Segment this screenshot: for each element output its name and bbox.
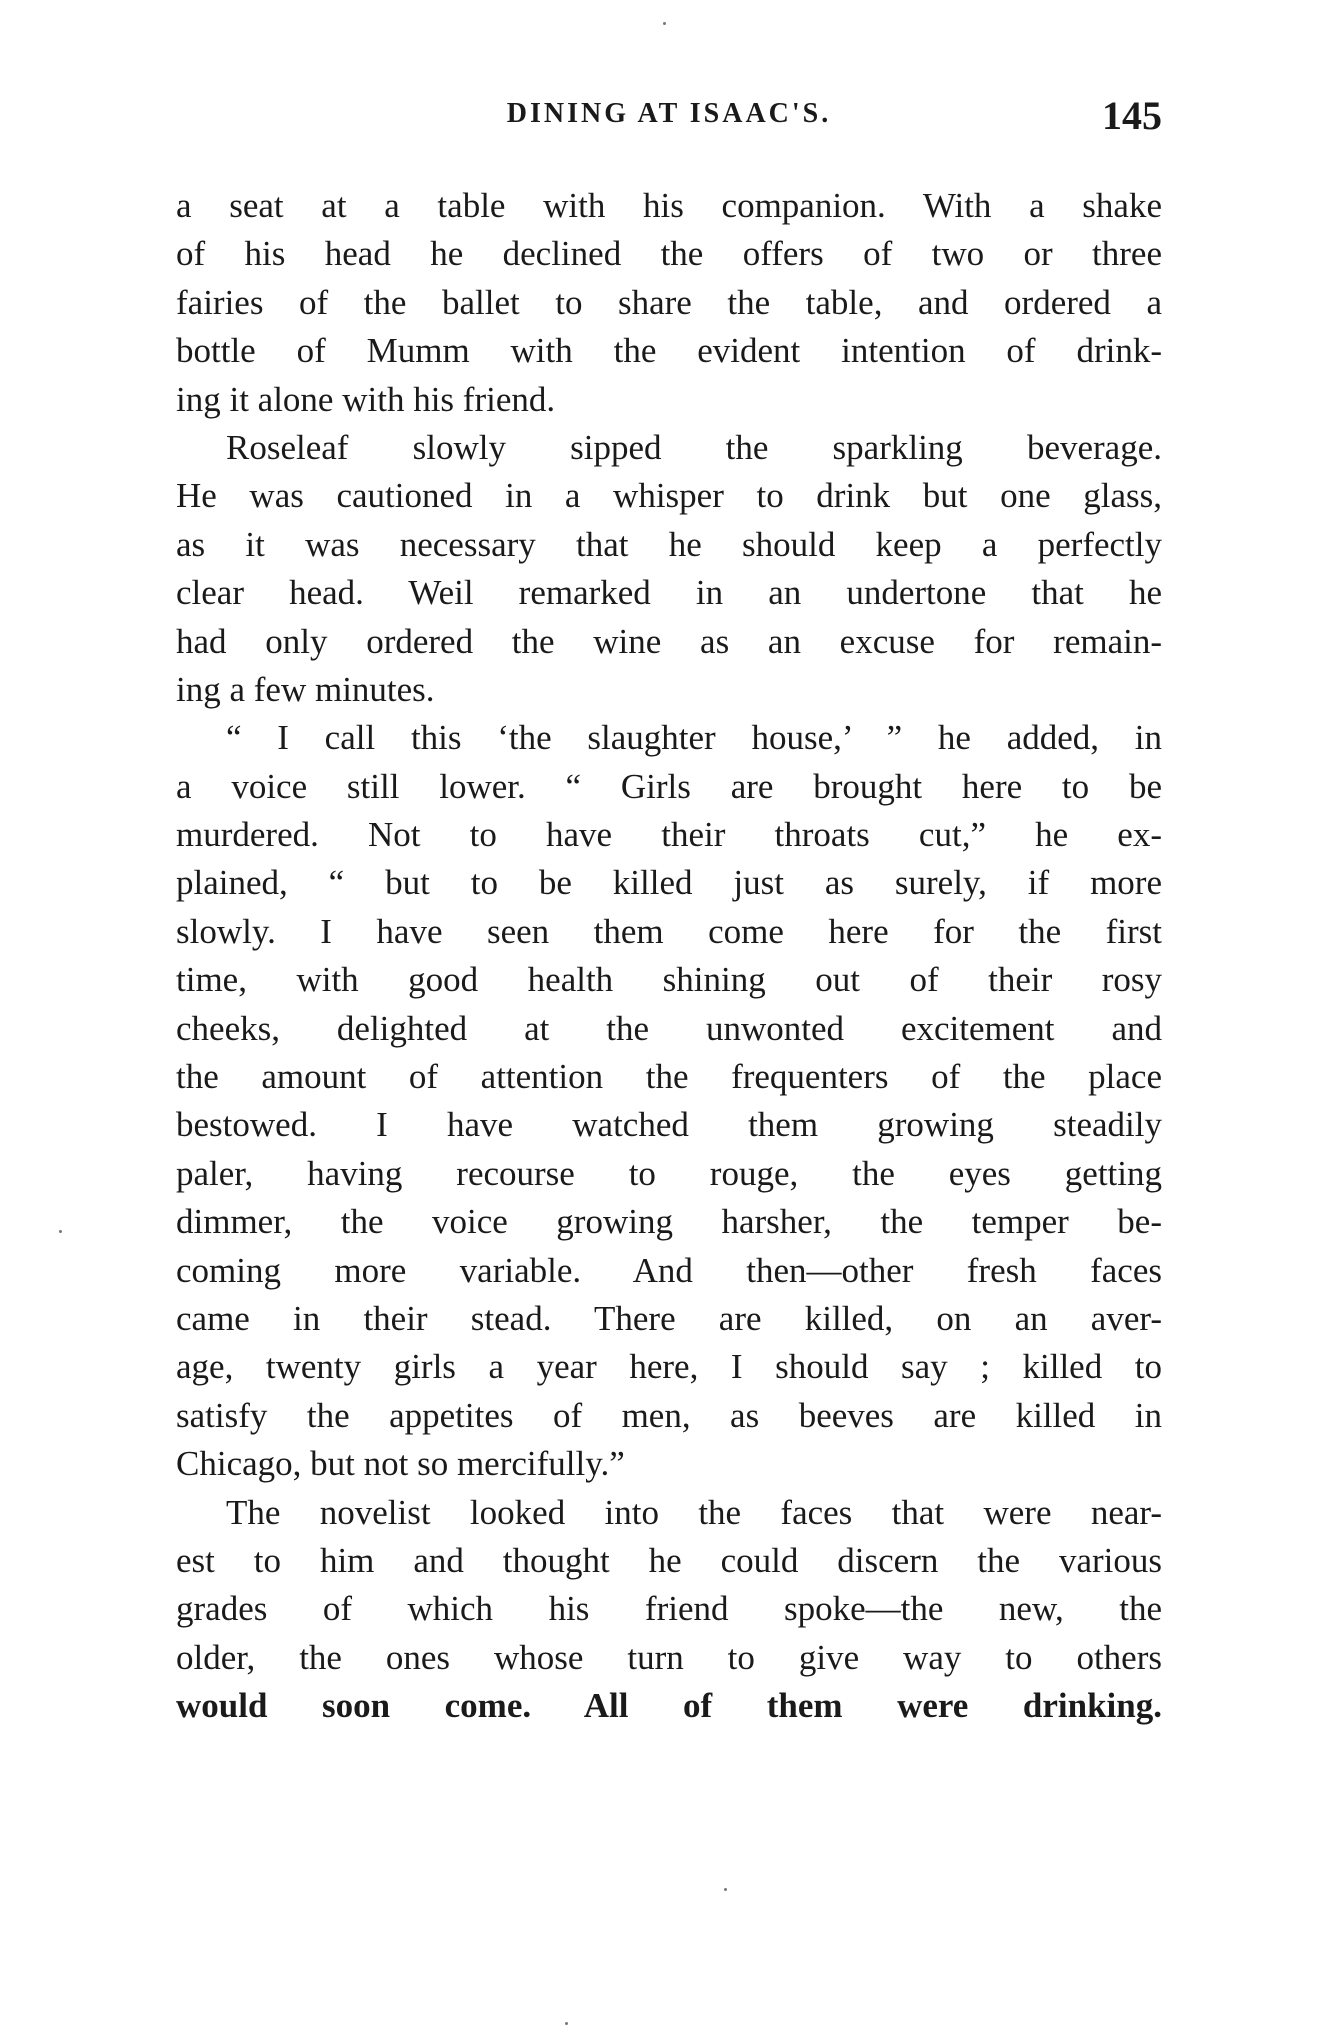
text-line: the amount of attention the frequenters of the place [176, 1057, 1162, 1097]
text-line: The novelist looked into the faces that were near- [226, 1492, 1162, 1532]
text-line: est to him and thought he could discern the various [176, 1540, 1162, 1580]
text-line: ing a few minutes. [176, 669, 435, 709]
text-line: time, with good health shining out of their rosy [176, 960, 1162, 1000]
text-line: ing it alone with his friend. [176, 379, 556, 419]
text-line: Chicago, but not so mercifully.” [176, 1444, 625, 1484]
running-head: DINING AT ISAAC'S. [506, 98, 832, 129]
text-line: would soon come. All of them were drinking. [176, 1686, 1162, 1726]
text-line: plained, “ but to be killed just as surely, if more [176, 863, 1162, 903]
page-number: 145 [1102, 93, 1162, 138]
text-line: cheeks, delighted at the unwonted excitement and [176, 1008, 1162, 1048]
page-header [176, 92, 1162, 138]
text-line: paler, having recourse to rouge, the eyes getting [176, 1153, 1162, 1193]
text-line: slowly. I have seen them come here for the first [176, 911, 1162, 951]
text-line: dimmer, the voice growing harsher, the temper be- [176, 1202, 1162, 1242]
text-line: fairies of the ballet to share the table, and ordered a [176, 282, 1162, 322]
text-line: as it was necessary that he should keep a perfectly [176, 524, 1162, 564]
text-line: grades of which his friend spoke—the new, the [176, 1589, 1162, 1629]
text-line: a voice still lower. “ Girls are brought here to be [176, 766, 1162, 806]
text-line: satisfy the appetites of men, as beeves are killed in [176, 1395, 1162, 1435]
text-line: clear head. Weil remarked in an undertone that he [176, 573, 1162, 613]
text-line: bottle of Mumm with the evident intention of drink- [176, 331, 1162, 371]
print-speck [724, 1888, 727, 1891]
text-line: older, the ones whose turn to give way to others [176, 1637, 1162, 1677]
print-speck [663, 22, 666, 25]
print-speck [59, 1230, 62, 1233]
text-line: coming more variable. And then—other fresh faces [176, 1250, 1162, 1290]
text-line: of his head he declined the offers of two or three [176, 234, 1162, 274]
text-line: “ I call this ‘the slaughter house,’ ” he added, in [226, 718, 1162, 758]
text-line: murdered. Not to have their throats cut,” he ex- [176, 815, 1162, 855]
text-line: had only ordered the wine as an excuse for remain- [176, 621, 1162, 661]
text-line: Roseleaf slowly sipped the sparkling beverage. [226, 427, 1162, 467]
print-speck [565, 2022, 568, 2025]
text-line: a seat at a table with his companion. With a shake [176, 186, 1162, 225]
text-line: age, twenty girls a year here, I should say ; killed to [176, 1347, 1162, 1387]
body-text [176, 182, 1162, 1731]
text-line: He was cautioned in a whisper to drink but one glass, [176, 476, 1162, 516]
text-line: bestowed. I have watched them growing steadily [176, 1105, 1162, 1145]
text-line: came in their stead. There are killed, on an aver- [176, 1298, 1162, 1338]
